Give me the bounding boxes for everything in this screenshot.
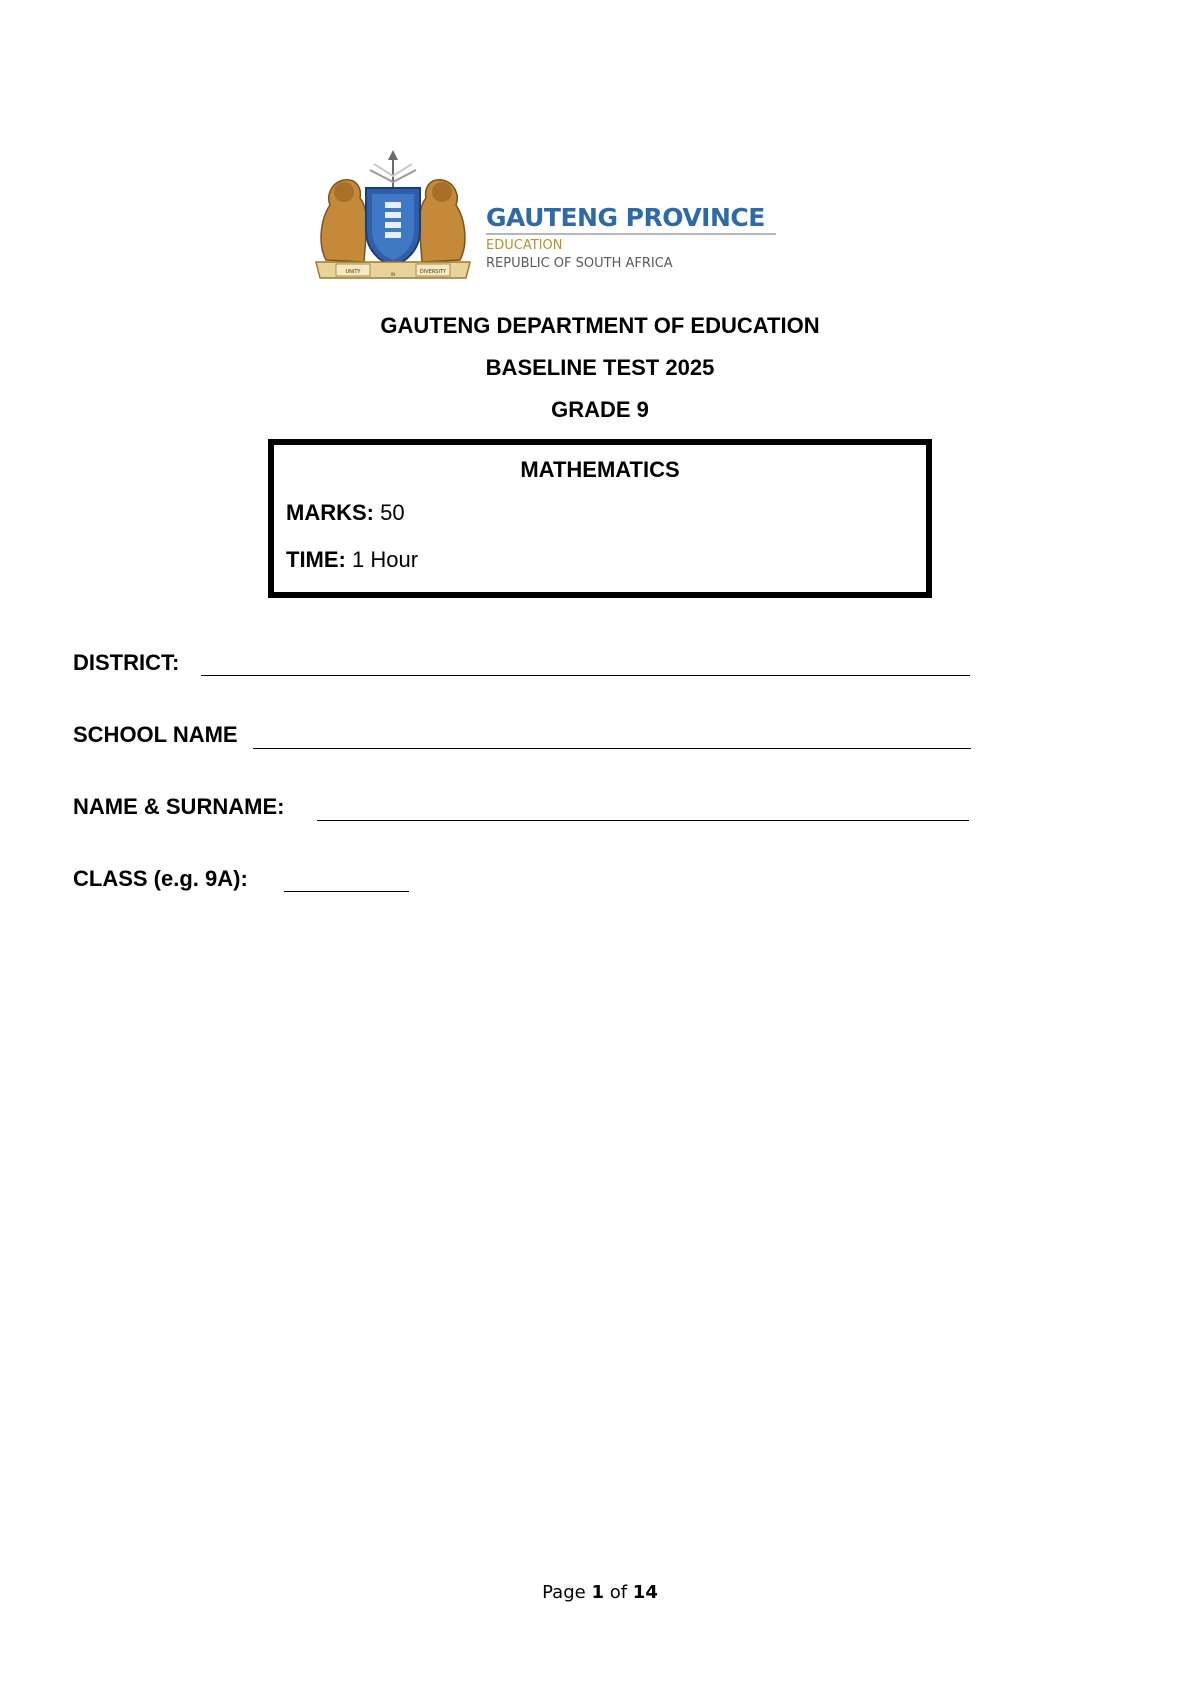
subject-box bbox=[268, 439, 932, 598]
marks-label: MARKS: bbox=[286, 500, 374, 525]
marks-value: 50 bbox=[380, 500, 405, 525]
name-surname-field[interactable] bbox=[317, 820, 969, 821]
grade-heading: GRADE 9 bbox=[551, 397, 649, 422]
motto-middle: IN bbox=[390, 272, 396, 277]
page-total: 14 bbox=[632, 1582, 658, 1603]
logo-subtitle: EDUCATION bbox=[486, 238, 563, 253]
school-name-field[interactable] bbox=[253, 748, 971, 749]
time-label: TIME: bbox=[286, 547, 346, 572]
gauteng-coat-of-arms-icon bbox=[308, 150, 478, 284]
department-heading: GAUTENG DEPARTMENT OF EDUCATION bbox=[380, 313, 820, 338]
school-name-label: SCHOOL NAME bbox=[73, 722, 238, 747]
district-field[interactable] bbox=[201, 675, 970, 676]
class-label: CLASS (e.g. 9A): bbox=[73, 866, 248, 891]
page-current: 1 bbox=[591, 1582, 604, 1603]
of-word: of bbox=[609, 1582, 628, 1603]
motto-right: DIVERSITY bbox=[419, 269, 447, 275]
time-line bbox=[286, 547, 418, 573]
page-word: Page bbox=[542, 1582, 586, 1603]
class-field[interactable] bbox=[284, 891, 409, 892]
marks-line bbox=[286, 500, 405, 526]
name-surname-label: NAME & SURNAME: bbox=[73, 794, 285, 819]
logo-text bbox=[486, 204, 776, 272]
page-number bbox=[0, 1582, 1200, 1604]
test-heading: BASELINE TEST 2025 bbox=[485, 355, 715, 380]
time-value: 1 Hour bbox=[352, 547, 419, 572]
gauteng-logo bbox=[308, 150, 768, 284]
motto-left: UNITY bbox=[345, 269, 361, 275]
district-label: DISTRICT: bbox=[73, 650, 180, 675]
logo-title: GAUTENG PROVINCE bbox=[486, 204, 776, 235]
subject-title: MATHEMATICS bbox=[520, 457, 680, 482]
logo-country: REPUBLIC OF SOUTH AFRICA bbox=[486, 256, 673, 271]
